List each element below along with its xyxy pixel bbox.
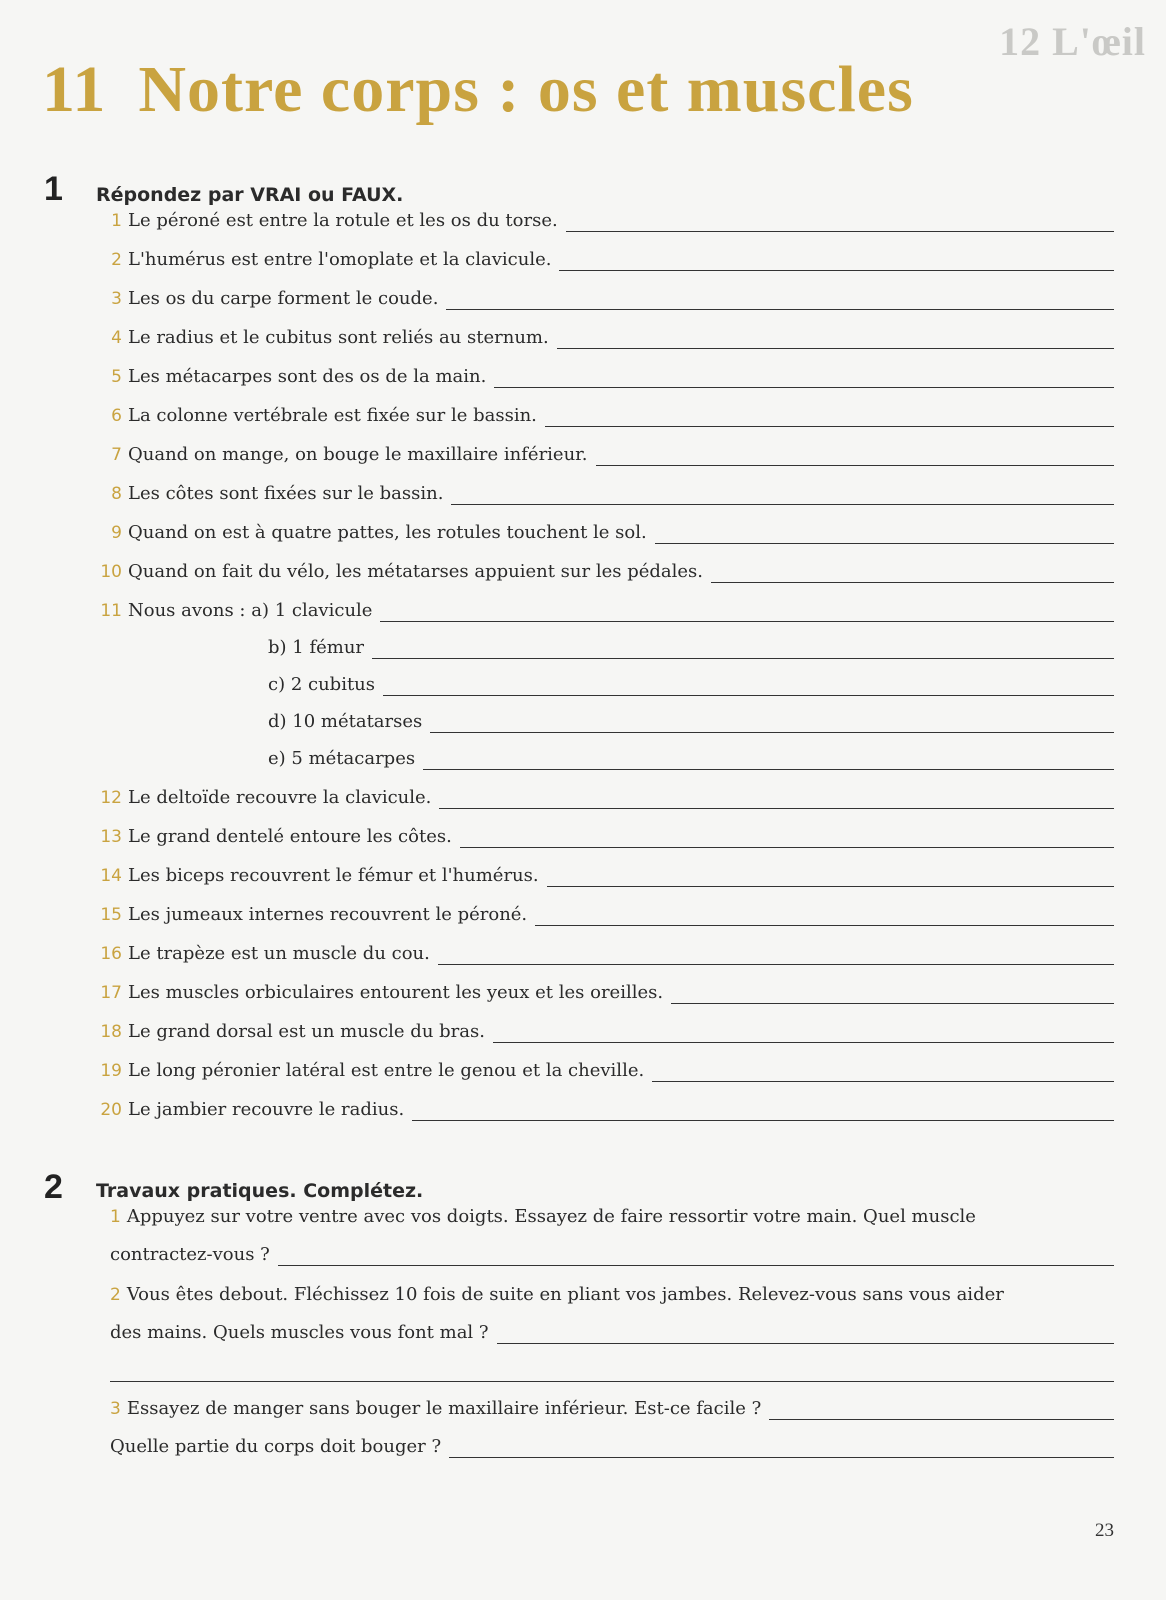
- item-number: 7: [111, 445, 122, 465]
- item-text: b) 1 fémur: [268, 637, 365, 658]
- list-item: [90, 483, 1114, 515]
- list-item: [90, 787, 1114, 819]
- list-item: [90, 865, 1114, 897]
- item-text: Les jumeaux internes recouvrent le péroné.: [128, 904, 528, 925]
- exercise-1-instruction: Répondez par VRAI ou FAUX.: [96, 184, 404, 206]
- item-text: e) 5 métacarpes: [268, 748, 416, 769]
- item-text: Le grand dentelé entoure les côtes.: [128, 826, 452, 847]
- answer-blank[interactable]: [423, 768, 1114, 770]
- answer-blank[interactable]: [652, 1080, 1114, 1082]
- item-text: Le radius et le cubitus sont reliés au sternum.: [128, 327, 549, 348]
- item-text: Le grand dorsal est un muscle du bras.: [128, 1021, 485, 1042]
- exercise-2-instruction: Travaux pratiques. Complétez.: [96, 1180, 424, 1202]
- answer-blank[interactable]: [451, 503, 1114, 505]
- item-number: 2: [111, 250, 122, 270]
- item-text: Les os du carpe forment le coude.: [128, 288, 439, 309]
- item-number: 5: [111, 367, 122, 387]
- page-number: 23: [1095, 1520, 1114, 1541]
- exercise-1-number: 1: [44, 170, 63, 208]
- answer-blank[interactable]: [493, 1041, 1114, 1043]
- chapter-title: Notre corps : os et muscles: [138, 53, 914, 126]
- q3-text: Essayez de manger sans bouger le maxillaire inférieur. Est-ce facile ?: [126, 1398, 762, 1419]
- exercise-2-number: 2: [44, 1168, 63, 1206]
- answer-blank[interactable]: [711, 581, 1114, 583]
- item-number: 1: [111, 211, 122, 231]
- item-number: 18: [100, 1022, 122, 1042]
- list-item: [90, 826, 1114, 858]
- q1-text-cont: contractez-vous ?: [110, 1244, 270, 1265]
- item-number: 20: [100, 1100, 122, 1120]
- q2-text: Vous êtes debout. Fléchissez 10 fois de suite en pliant vos jambes. Relevez-vous sans vous aider: [126, 1284, 1004, 1305]
- answer-blank[interactable]: [372, 657, 1114, 659]
- answer-blank[interactable]: [439, 807, 1114, 809]
- item-number: 4: [111, 328, 122, 348]
- q2-line-1: [110, 1284, 1114, 1316]
- answer-blank[interactable]: [449, 1456, 1114, 1458]
- item-number: 17: [100, 983, 122, 1003]
- item-text: Quand on est à quatre pattes, les rotules touchent le sol.: [128, 522, 647, 543]
- item-number: 12: [100, 788, 122, 808]
- answer-blank[interactable]: [412, 1119, 1114, 1121]
- answer-blank[interactable]: [380, 620, 1114, 622]
- q1-number: 1: [110, 1207, 121, 1227]
- item-text: La colonne vertébrale est fixée sur le bassin.: [128, 405, 537, 426]
- page-title: [42, 52, 914, 128]
- list-item: [90, 1060, 1114, 1092]
- answer-blank[interactable]: [278, 1264, 1114, 1266]
- q3-number: 3: [110, 1399, 121, 1419]
- item-number: 13: [100, 827, 122, 847]
- q1-text: Appuyez sur votre ventre avec vos doigts. Essayez de faire ressortir votre main. Quel muscle: [126, 1206, 976, 1227]
- list-item: [90, 982, 1114, 1014]
- item-number: 8: [111, 484, 122, 504]
- q2-line-2: [110, 1322, 1114, 1354]
- list-item: [90, 522, 1114, 554]
- answer-blank[interactable]: [446, 308, 1114, 310]
- item-number: 3: [111, 289, 122, 309]
- answer-blank[interactable]: [655, 542, 1114, 544]
- item-number: 14: [100, 866, 122, 886]
- q2-text-cont: des mains. Quels muscles vous font mal ?: [110, 1322, 489, 1343]
- item-number: 16: [100, 944, 122, 964]
- list-item: [90, 600, 1114, 632]
- item-number: 9: [111, 523, 122, 543]
- next-page-ghost-header: 12 L'œil: [999, 19, 1146, 64]
- answer-blank[interactable]: [596, 464, 1114, 466]
- answer-blank[interactable]: [566, 230, 1114, 232]
- answer-blank[interactable]: [545, 425, 1114, 427]
- chapter-number: 11: [42, 53, 107, 126]
- item-text: Les métacarpes sont des os de la main.: [128, 366, 487, 387]
- q1-line-1: [110, 1206, 1114, 1238]
- item-text: Le long péronier latéral est entre le genou et la cheville.: [128, 1060, 645, 1081]
- item-number: 15: [100, 905, 122, 925]
- list-item: [90, 327, 1114, 359]
- answer-blank[interactable]: [557, 347, 1114, 349]
- item-text: c) 2 cubitus: [268, 674, 376, 695]
- answer-blank[interactable]: [559, 269, 1114, 271]
- list-item: [90, 1021, 1114, 1053]
- item-number: 11: [100, 601, 122, 621]
- answer-blank[interactable]: [460, 846, 1114, 848]
- list-item: [90, 561, 1114, 593]
- item-number: 19: [100, 1061, 122, 1081]
- item-number: 6: [111, 406, 122, 426]
- item-text: Les côtes sont fixées sur le bassin.: [128, 483, 444, 504]
- answer-blank[interactable]: [438, 963, 1114, 965]
- item-text: Les biceps recouvrent le fémur et l'humérus.: [128, 865, 539, 886]
- answer-blank[interactable]: [430, 731, 1114, 733]
- item-text: Les muscles orbiculaires entourent les yeux et les oreilles.: [128, 982, 664, 1003]
- answer-blank[interactable]: [497, 1342, 1114, 1344]
- list-item: [90, 943, 1114, 975]
- list-item: [90, 405, 1114, 437]
- list-item: [90, 288, 1114, 320]
- answer-blank[interactable]: [383, 694, 1114, 696]
- q3-line-1: [110, 1398, 1114, 1430]
- list-item: [90, 249, 1114, 281]
- list-item: [90, 210, 1114, 242]
- list-item: [268, 674, 1114, 706]
- item-text: Le deltoïde recouvre la clavicule.: [128, 787, 432, 808]
- list-item: [268, 637, 1114, 669]
- answer-blank[interactable]: [494, 386, 1114, 388]
- answer-blank[interactable]: [671, 1002, 1114, 1004]
- item-text: Quand on mange, on bouge le maxillaire inférieur.: [128, 444, 588, 465]
- answer-blank[interactable]: [535, 924, 1114, 926]
- answer-blank[interactable]: [769, 1418, 1114, 1420]
- q3-line-2: [110, 1436, 1114, 1468]
- list-item: [90, 366, 1114, 398]
- list-item: [90, 444, 1114, 476]
- list-item: [268, 711, 1114, 743]
- item-text: L'humérus est entre l'omoplate et la clavicule.: [128, 249, 552, 270]
- list-item: [90, 1099, 1114, 1131]
- list-item: [90, 904, 1114, 936]
- item-text: Le jambier recouvre le radius.: [128, 1099, 405, 1120]
- item-text: Le trapèze est un muscle du cou.: [128, 943, 430, 964]
- q1-line-2: [110, 1244, 1114, 1276]
- list-item: [268, 748, 1114, 780]
- q3-text-cont: Quelle partie du corps doit bouger ?: [110, 1436, 442, 1457]
- answer-blank[interactable]: [110, 1380, 1114, 1382]
- item-text: Le péroné est entre la rotule et les os du torse.: [128, 210, 558, 231]
- item-text: d) 10 métatarses: [268, 711, 423, 732]
- q2-line-3: [110, 1360, 1114, 1392]
- answer-blank[interactable]: [547, 885, 1114, 887]
- item-text: Quand on fait du vélo, les métatarses appuient sur les pédales.: [128, 561, 703, 582]
- item-text: Nous avons : a) 1 clavicule: [128, 600, 373, 621]
- q2-number: 2: [110, 1285, 121, 1305]
- item-number: 10: [100, 562, 122, 582]
